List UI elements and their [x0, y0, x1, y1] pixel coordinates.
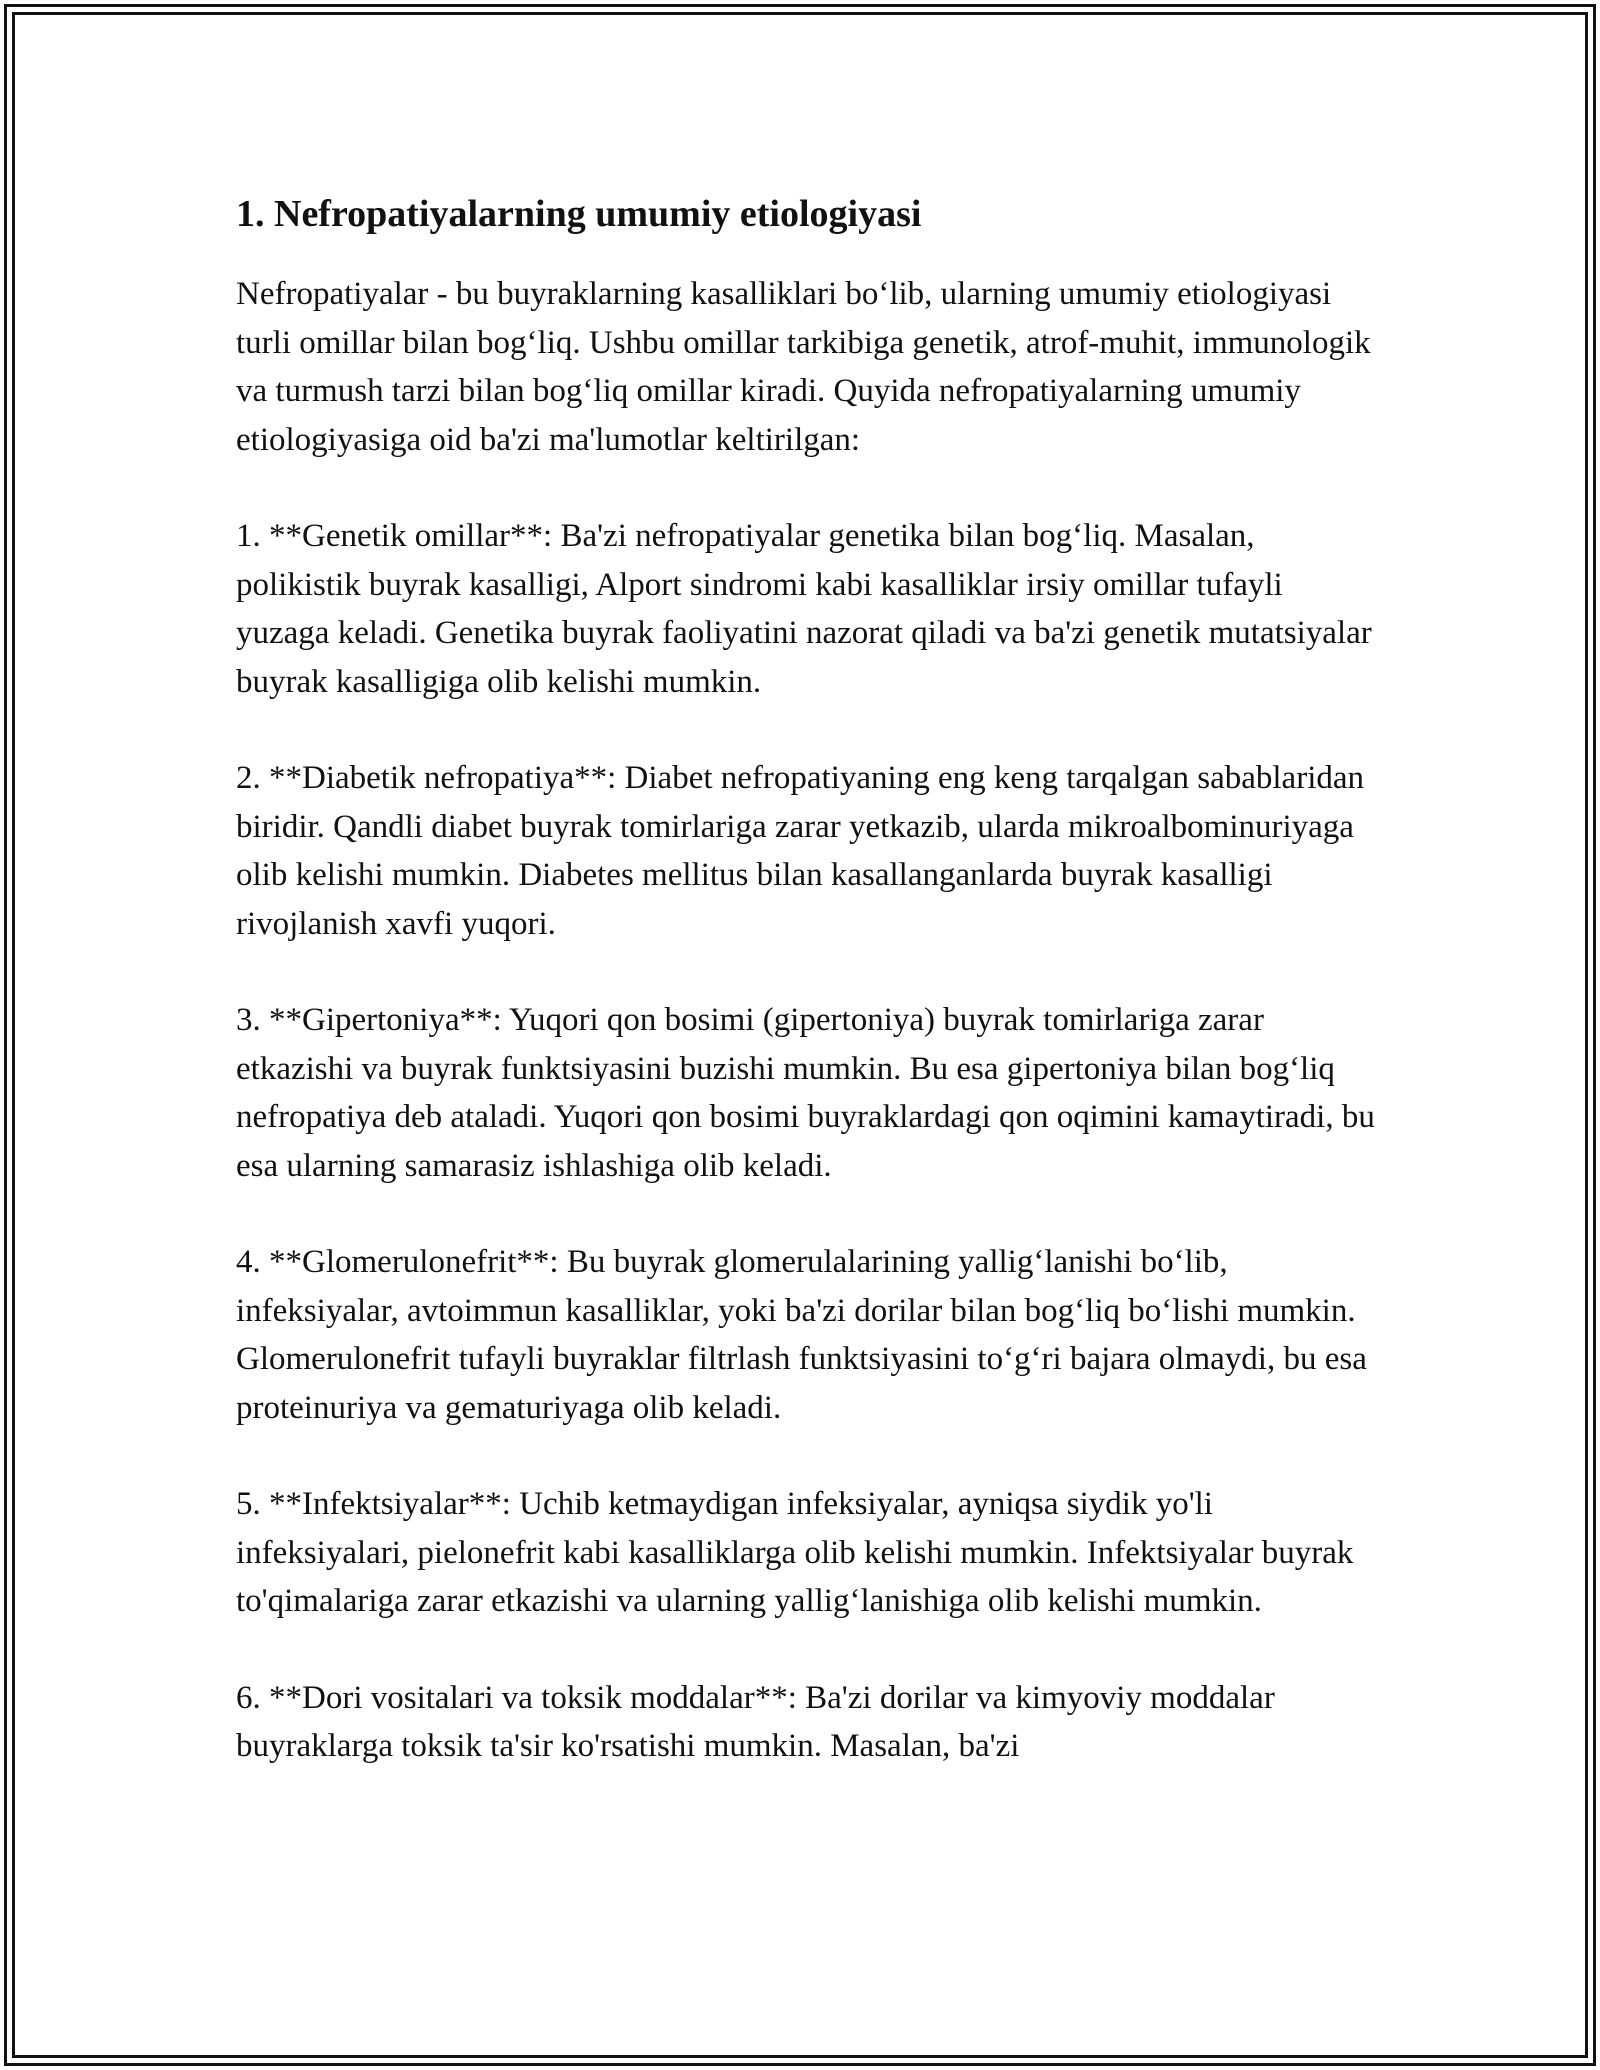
document-body	[236, 186, 1376, 1819]
section-title: 1. Nefropatiyalarning umumiy etiologiyasi	[236, 193, 922, 235]
intro-paragraph: Nefropatiyalar - bu buyraklarning kasalliklari bo‘lib, ularning umumiy etiologiyasi turli omillar bilan bog‘liq. Ushbu omillar tarkibiga genetik, atrof-muhit, immunologik va turmush tarzi bilan bog‘liq omillar kiradi. Quyida nefropatiyalarning umumiy etiologiyasiga oid ba'zi ma'lumotlar keltirilgan:	[236, 276, 1371, 458]
list-item-drugs-toxins: 6. **Dori vositalari va toksik moddalar**: Ba'zi dorilar va kimyoviy moddalar buyraklarga toksik ta'sir ko'rsatishi mumkin. Masalan, ba'zi	[236, 1679, 1275, 1764]
list-item-infections: 5. **Infektsiyalar**: Uchib ketmaydigan infeksiyalar, ayniqsa siydik yo'li infeksiyalari, pielonefrit kabi kasalliklarga olib kelishi mumkin. Infektsiyalar buyrak to'qimalariga zarar etkazishi va ularning yallig‘lanishiga olib kelishi mumkin.	[236, 1486, 1354, 1619]
list-item-glomerulonephritis: 4. **Glomerulonefrit**: Bu buyrak glomerulalarining yallig‘lanishi bo‘lib, infeksiyalar, avtoimmun kasalliklar, yoki ba'zi dorilar bilan bog‘liq bo‘lishi mumkin. Glomerulonefrit tufayli buyraklar filtrlash funktsiyasini to‘g‘ri bajara olmaydi, bu esa proteinuriya va gematuriyaga olib keladi.	[236, 1244, 1367, 1426]
list-item-diabetic-nephropathy: 2. **Diabetik nefropatiya**: Diabet nefropatiyaning eng keng tarqalgan sabablaridan biridir. Qandli diabet buyrak tomirlariga zarar yetkazib, ularda mikroalbominuriyaga olib kelishi mumkin. Diabetes mellitus bilan kasallanganlarda buyrak kasalligi rivojlanish xavfi yuqori.	[236, 760, 1365, 942]
list-item-genetic-factors: 1. **Genetik omillar**: Ba'zi nefropatiyalar genetika bilan bog‘liq. Masalan, polikistik buyrak kasalligi, Alport sindromi kabi kasalliklar irsiy omillar tufayli yuzaga keladi. Genetika buyrak faoliyatini nazorat qiladi va ba'zi genetik mutatsiyalar buyrak kasalligiga olib kelishi mumkin.	[236, 518, 1372, 700]
list-item-hypertension: 3. **Gipertoniya**: Yuqori qon bosimi (gipertoniya) buyrak tomirlariga zarar etkazishi va buyrak funktsiyasini buzishi mumkin. Bu esa gipertoniya bilan bog‘liq nefropatiya deb ataladi. Yuqori qon bosimi buyraklardagi qon oqimini kamaytiradi, bu esa ularning samarasiz ishlashiga olib keladi.	[236, 1002, 1375, 1184]
